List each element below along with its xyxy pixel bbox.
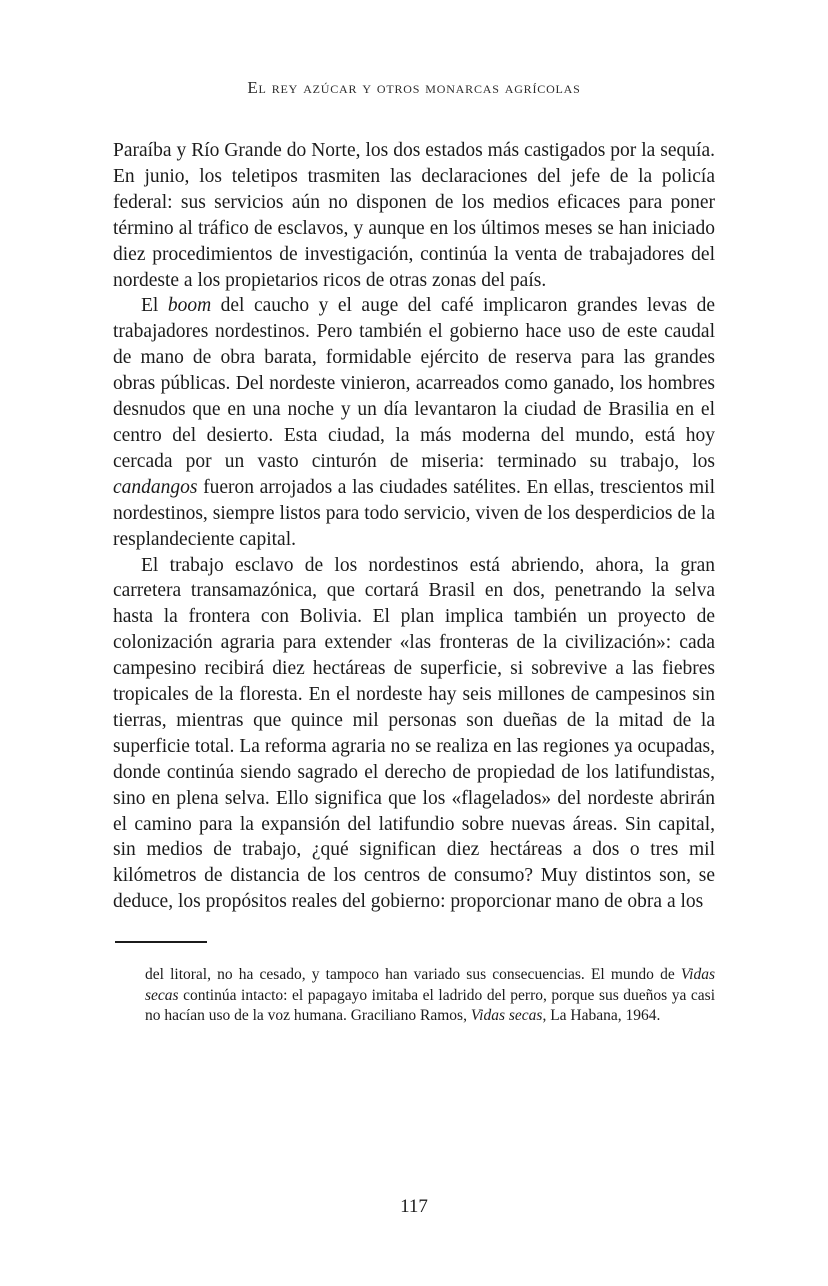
- text-segment-italic: Vidas secas: [145, 966, 715, 1004]
- text-segment: , La Habana, 1964.: [542, 1007, 661, 1025]
- text-segment: del caucho y el auge del café implicaron grandes levas de trabajadores nordestinos. Pero también el gobierno hace uso de este caudal de mano de obra barata, formidable ejército de reserva para las grandes obras públicas. Del nordeste vinieron, acarreados como ganado, los hombres desnudos que en una noche y un día levantaron la ciudad de Brasilia en el centro del desierto. Esta ciudad, la más moderna del mundo, está hoy cercada por un vasto cinturón de miseria: terminado su trabajo, los: [113, 295, 715, 472]
- page-number: 117: [400, 1196, 428, 1217]
- paragraph: [113, 293, 715, 552]
- text-segment-italic: boom: [167, 295, 212, 317]
- text-segment: Paraíba y Río Grande do Norte, los dos estados más castigados por la sequía. En junio, los teletipos trasmiten las declaraciones del jefe de la policía federal: sus servicios aún no disponen de los medios eficaces para poner término al tráfico de esclavos, y aunque en los últimos meses se han iniciado diez procedimientos de investigación, continúa la venta de trabajadores del nordeste a los propietarios ricos de otras zonas del país.: [113, 140, 715, 291]
- running-header: [113, 78, 715, 98]
- text-segment-italic: Vidas secas: [470, 1007, 543, 1025]
- footnote-separator: [115, 941, 207, 943]
- text-segment: El: [141, 295, 168, 317]
- text-segment: continúa intacto: el papagayo imitaba el ladrido del perro, porque sus dueños ya casi no hacían uso de la voz humana. Graciliano Ramos,: [145, 986, 715, 1025]
- text-segment: del litoral, no ha cesado, y tampoco han variado sus consecuencias. El mundo de: [145, 966, 681, 984]
- chapter-title: El rey azúcar y otros monarcas agrícolas: [247, 78, 581, 97]
- text-segment: El trabajo esclavo de los nordestinos está abriendo, ahora, la gran carretera transamazónica, que cortará Brasil en dos, penetrando la selva hasta la frontera con Bolivia. El plan implica también un proyecto de colonización agraria para extender «las fronteras de la civilización»: cada campesino recibirá diez hectáreas de superficie, si sobrevive a las fiebres tropicales de la floresta. En el nordeste hay seis millones de campesinos sin tierras, mientras que quince mil personas son dueñas de la mitad de la superficie total. La reforma agraria no se realiza en las regiones ya ocupadas, donde continúa siendo sagrado el derecho de propiedad de los latifundistas, sino en plena selva. Ello significa que los «flagelados» del nordeste abrirán el camino para la expansión del latifundio sobre nuevas áreas. Sin capital, sin medios de trabajo, ¿qué significan diez hectáreas a dos o tres mil kilómetros de distancia de los centros de consumo? Muy distintos son, se deduce, los propósitos reales del gobierno: proporcionar mano de obra a los: [113, 554, 715, 913]
- body-text: [113, 138, 715, 915]
- text-segment: fueron arrojados a las ciudades satélites. En ellas, trescientos mil nordestinos, siempre listos para todo servicio, viven de los desperdicios de la resplandeciente capital.: [113, 476, 715, 550]
- paragraph: [113, 553, 715, 916]
- paragraph: [113, 138, 715, 293]
- footnote: [145, 965, 715, 1027]
- text-segment-italic: candangos: [113, 476, 198, 498]
